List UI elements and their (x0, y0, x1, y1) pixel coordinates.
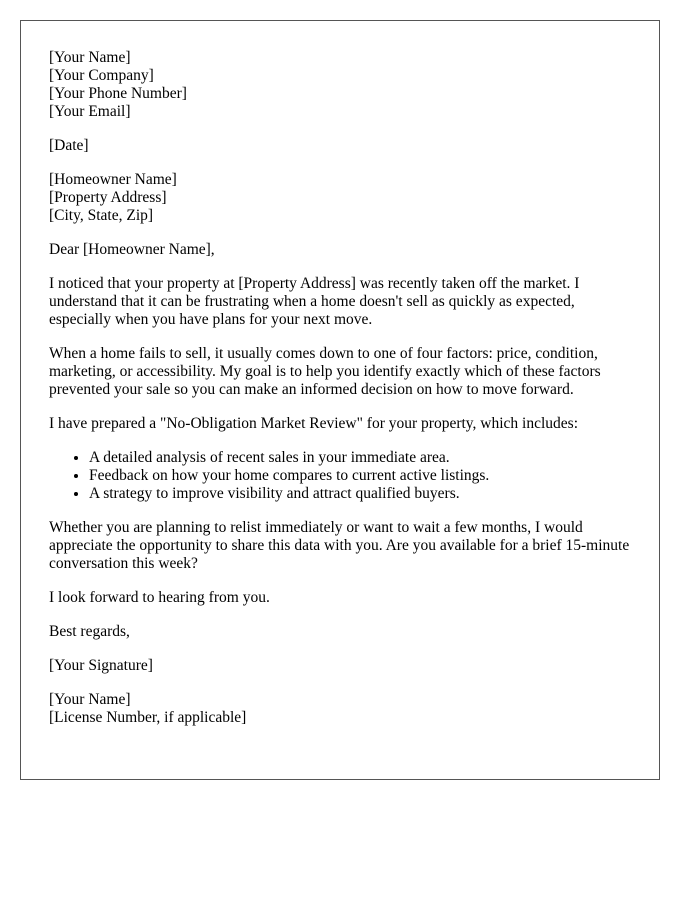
sender-company: [Your Company] (49, 67, 154, 84)
date-block (49, 137, 631, 155)
paragraph-factors: When a home fails to sell, it usually comes down to one of four factors: price, condition, marketing, or accessibility. My goal is to help you identify exactly which of these factors prevented your sale so you can make an informed decision on how to move forward. (49, 345, 601, 398)
footer-license: [License Number, if applicable] (49, 709, 247, 726)
recipient-name: [Homeowner Name] (49, 171, 177, 188)
sender-phone: [Your Phone Number] (49, 85, 187, 102)
recipient-address: [Property Address] (49, 189, 167, 206)
signature: [Your Signature] (49, 657, 153, 674)
letter-page (20, 20, 660, 780)
footer-name: [Your Name] (49, 691, 131, 708)
recipient-block (49, 171, 631, 225)
paragraph-closing-line: I look forward to hearing from you. (49, 589, 270, 606)
paragraph-intro: I noticed that your property at [Property Address] was recently taken off the market. I understand that it can be frustrating when a home doesn't sell as quickly as expected, especially when you have plans for your next move. (49, 275, 580, 328)
recipient-city-state-zip: [City, State, Zip] (49, 207, 154, 224)
paragraph-request: Whether you are planning to relist immediately or want to wait a few months, I would appreciate the opportunity to share this data with you. Are you available for a brief 15-minute conversation this week? (49, 519, 630, 572)
footer-block (49, 691, 631, 727)
sender-block (49, 49, 631, 121)
list-item: • A detailed analysis of recent sales in your immediate area. (89, 449, 631, 467)
sender-email: [Your Email] (49, 103, 131, 120)
paragraph-review-intro: I have prepared a "No-Obligation Market Review" for your property, which includes: (49, 415, 579, 432)
sender-name: [Your Name] (49, 49, 131, 66)
list-item: • Feedback on how your home compares to current active listings. (89, 467, 631, 485)
closing: Best regards, (49, 623, 130, 640)
letter-date: [Date] (49, 137, 89, 154)
list-item: • A strategy to improve visibility and attract qualified buyers. (89, 485, 631, 503)
review-items-list (49, 449, 631, 503)
salutation: Dear [Homeowner Name], (49, 241, 215, 258)
